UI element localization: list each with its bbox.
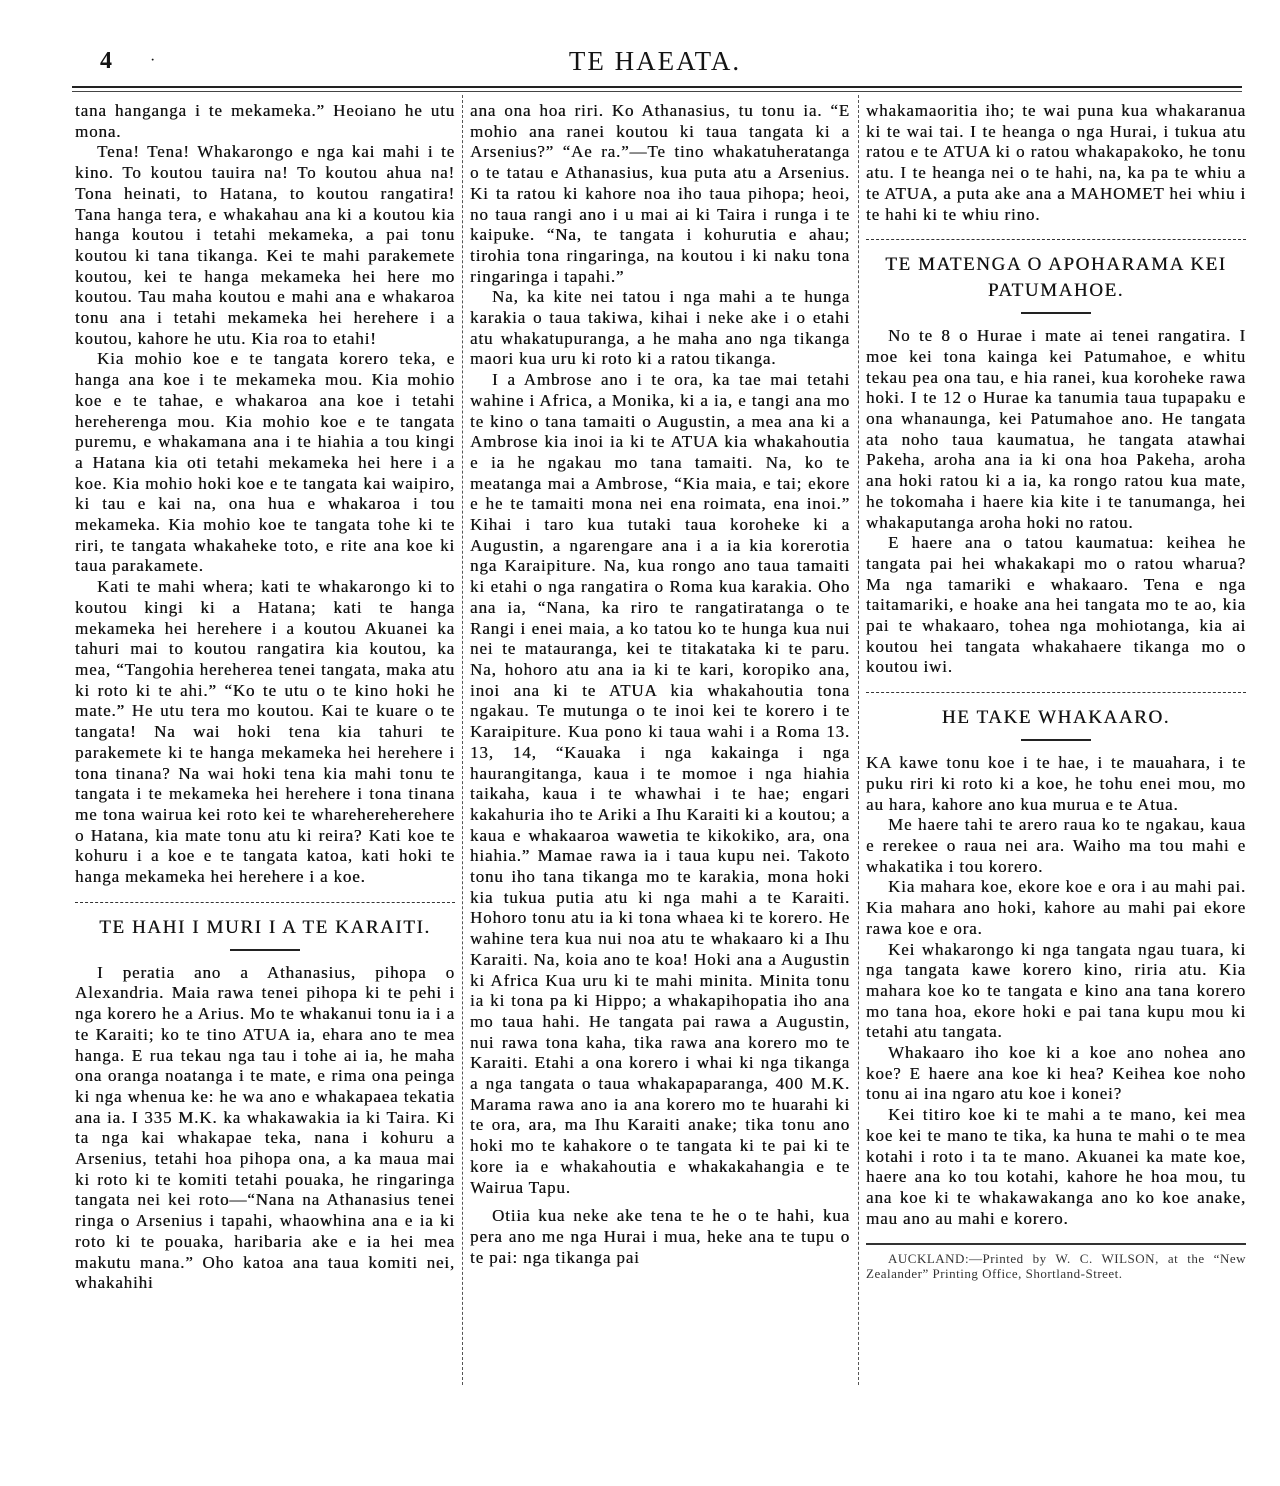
printer-imprint: AUCKLAND:—Printed by W. C. WILSON, at the “New Zealander” Printing Office, Shortland-Street. (866, 1251, 1246, 1282)
paragraph: No te 8 o Hurae i mate ai tenei rangatira. I moe kei tona kainga kei Patumahoe, e whitu tekau pea ona tau, e hia ranei, kua koroheke rawa hoki. I te 12 o Hurae ka tanumia taua tupapaku e ona whanaunga, kei Patumahoe ano. He tangata ata noho taua kaumatua, he tangata atawhai Pakeha, aroha ana ia ki ona hoa Pakeha, aroha ana hoki ratou ki a ia, ka rongo ratou kua mate, he tokomaha i haere kia kite i te tanumanga, hei whakaputanga aroha hoki no ratou. (866, 326, 1246, 532)
ornament-dot: · (150, 52, 156, 69)
paragraph: I peratia ano a Athanasius, pihopa o Alexandria. Maia rawa tenei pihopa ki te pehi i nga korero he a Arius. Mo te whakanui tonu ia i a te Karaiti; ko te tino ATUA ia, ehara ano te mea hanga. E rua tekau nga tau i tohe ai ia, he maha ona oranga noatanga i te mate, e rima ona peinga ki nga whenua ke: he wa ano e whakapaea tekatia ana ia. I 335 M.K. ka whakawakia ia ki Taira. Ki ta nga kai whakapae teka, nana i kohuru a Arsenius, tetahi hoa pihopa ona, a ka maua mai ki roto ki te komiti tetahi pouaka, he ringaringa tangata nei kei roto—“Nana na Athanasius tenei ringa o Arsenius i tapahi, whaowhina ana e ia ki roto ki te pouaka, haribaria ake e ia hei mea makutu mana.” Oho katoa ana taua komiti nei, whakahihi (75, 962, 455, 1293)
paragraph: Kei whakarongo ki nga tangata ngau tuara, ki nga tangata kawe korero kino, riria atu. Kia mahara koe ko te tangata e kino ana tana korero mo tana hoa, ekore hoki e pai tana kupu mou ki tetahi atu tangata. (866, 939, 1246, 1042)
paragraph: tana hanganga i te mekameka.” Heoiano he utu mona. (75, 101, 455, 141)
masthead-title: TE HAEATA. (568, 46, 742, 76)
paragraph: Na, ka kite nei tatou i nga mahi a te hunga karakia o taua takiwa, kihai i neke ake i o etahi atu whakatupuranga, a he maha ano nga tikanga maori kua uru ki roto ki a ratou tikanga. (470, 287, 850, 369)
paragraph: ana ona hoa riri. Ko Athanasius, tu tonu ia. “E mohio ana ranei koutou ki taua tangata ki a Arsenius?” “Ae ra.”—Te tino whakatuheratanga o te tatau e Athanasius, kua puta atu a Arsenius. Ki ta ratou ki kahore noa iho taua pihopa; heoi, no taua rangi ano i u mai ai ki Taira i runga i te kaipuke. “Na, te tangata i kohurutia e ahau; tirohia tona ringaringa, na koutou i ki naku tona ringaringa i tapahi.” (470, 101, 850, 286)
heading-rule (1021, 312, 1091, 314)
paragraph: Tena! Tena! Whakarongo e nga kai mahi i te kino. To koutou tauira na! To koutou ahua na! Tona heinati, to Hatana, to koutou rangatira! Tana hanga tera, e whakahau ana ki a koutou kia hanga koutou i tetahi mekameka, a pai tonu koutou ki tana tikanga. Kei te mahi parakemete koutou, kei te hanga mekameka hei here mo koutou. Tau maha koutou e mahi ana e whakaroa tonu ana i tetahi mekameka hei herehere i a koutou, kahore he utu. Kia roa to etahi! (75, 142, 455, 348)
paragraph: KA kawe tonu koe i te hae, i te mauahara, i te puku riri ki roto ki a koe, he tohu enei mou, mo au hara, kahore ano kua murua e te Atua. (866, 753, 1246, 814)
page-number: 4 (100, 48, 112, 74)
header-rule (72, 86, 1242, 92)
heading-rule (1021, 739, 1091, 741)
paragraph: Whakaaro iho koe ki a koe ano nohea ano koe? E haere ana koe ki hea? Keihea koe noho tonu ai ina ngaro atu koe i konei? (866, 1043, 1246, 1104)
heading-rule (230, 949, 300, 951)
paragraph: I a Ambrose ano i te ora, ka tae mai tetahi wahine i Africa, a Monika, ki a ia, e tangi ana mo te kino o tana tamaiti o Augustin, a mea ana ki a Ambrose kia inoi ia ki te ATUA kia whakahoutia e ia he ngakau mo tana tamaiti. Na, ko te meatanga mai a Ambrose, “Kia maia, e tai; ekore e he te tamaiti mona nei ena roimata, ena inoi.” Kihai i taro kua tutaki taua koroheke ki a Augustin, a ngarengare ana i a ia kia korerotia nga Karaipiture. Na, kua rongo ano taua tamaiti ki etahi o nga rangatira o Roma kua karakia. Oho ana ia, “Nana, ka riro te rangatiratanga o te Rangi i enei maia, a ko tatou ko te hunga kua nui nei te matauranga, kei te titakataka ki te paru. Na, hohoro atu ana ia ki te kari, koropiko ana, inoi ana ki te ATUA kia whakahoutia tona ngakau. Te mutunga o te inoi kei te korero i te Karaipiture. Kua pono ki taua wahi i a Roma 13. 13, 14, “Kauaka i nga kakainga i nga haurangitanga, kaua i te momoe i nga hiahia taikaha, kaua i te whawhai i te hae; engari kakahuria iho te Ariki a Ihu Karaiti ki a koutou; a kaua e whakaaroa wawetia te kikokiko, ara, ona hiahia.” Mamae rawa ia i taua kupu nei. Takoto tonu iho tana tikanga mo te karakia, mona hoki kia tukua putia atu ki nga mahi a te Karaiti. Hohoro tonu atu ia ki tona whaea ki te korero. He wahine tera kua nui noa atu te whakaaro ki a Ihu Karaiti. Na, koia ano te koa! Hoki ana a Augustin ki Africa Kua uru ki te mahi minita. Minita tonu ia ki tona pa ki Hippo; a whakapihopatia iho ana mo taua hahi. He tangata pai rawa a Augustin, nui rawa tona kaha, tika rawa ana korero mo te Karaiti. Etahi a ona korero i whai ki nga tikanga a nga tangata o taua whakapaparanga, 400 M.K. Marama rawa ano ia ana korero mo te huarahi ki te ora, ara, ma Ihu Karaiti anake; tika tonu ano hoki mo te kahakore o te tangata ki te pai ki te kore ia e whakahoutia e whakakahangia e te Wairua Tapu. (470, 370, 850, 1197)
paragraph: Kei titiro koe ki te mahi a te mano, kei mea koe kei te mano te tika, ka huna te mahi o te mea kotahi i roto i ta te mano. Akuanei ka mate koe, haere ana ko tou kotahi, kahore he hoa mou, tu ana koe ki te whakawakanga ano ko koe anake, mau ano au mahi e korero. (866, 1105, 1246, 1228)
column-divider (462, 95, 463, 1385)
paragraph: whakamaoritia iho; te wai puna kua whakaranua ki te wai tai. I te heanga o nga Hurai, i tukua atu ratou e te ATUA ki o ratou whakapakoko, he tonu atu. I te heanga nei o te hahi, na, ka pa te whiu a te ATUA, a puta ake ana a MAHOMET hei whiu i te hahi ki te whiu rino. (866, 101, 1246, 224)
paragraph: Kati te mahi whera; kati te whakarongo ki to koutou kingi ki a Hatana; kati te hanga mekameka hei herehere i a koutou Akuanei ka tahuri mai to koutou rangatira kia koutou, ka mea, “Tangohia hereherea tenei tangata, maka atu ki roto ki te ahi.” “Ko te utu o te kino hoki he mate.” He utu tera mo koutou. Kai te kuare o te tangata! Na wai hoki tena kia tahuri te parakemete ki te hanga mekameka hei herehere i tona tinana? Na wai hoki tena kia mahi tonu te tangata i te mekameka hei herehere i tona tinana me tona wairua kei roto kei te wharehereherehere o Hatana, kia mate tonu atu ki reira? Kati koe te kohuru i a koe e te tangata katoa, kati hoki te hanga mekameka hei herehere i a koe. (75, 577, 455, 887)
section-heading: TE HAHI I MURI I A TE KARAITI. (99, 916, 431, 938)
imprint-rule (866, 1243, 1246, 1245)
column-2 (470, 101, 850, 1268)
section-heading: TE MATENGA O APOHARAMA KEI PATUMAHOE. (885, 254, 1227, 302)
section-divider (866, 692, 1246, 693)
paragraph: Otiia kua neke ake tena te he o te hahi, kua pera ano me nga Hurai i mua, heke ana te tupu o te pai: nga tikanga pai (470, 1206, 850, 1267)
section-heading: HE TAKE WHAKAARO. (941, 707, 1171, 729)
column-1 (75, 101, 455, 1294)
paragraph: E haere ana o tatou kaumatua: keihea he tangata pai hei whakakapi mo o ratou wharua? Ma nga tamariki e whakaaro. Tena e nga taitamariki, e hoake ana hei tangata mo te ao, kia pai te whakaaro, tohea nga mohiotanga, kia ai koutou hei tangata whakahaere tikanga mo o koutou iwi. (866, 533, 1246, 677)
section-divider (75, 902, 455, 903)
paragraph: Kia mahara koe, ekore koe e ora i au mahi pai. Kia mahara ano hoki, kahore au mahi pai ekore rawa koe e ora. (866, 877, 1246, 938)
section-divider (866, 239, 1246, 240)
column-divider (858, 95, 859, 1385)
column-3 (866, 101, 1246, 1281)
paragraph: Kia mohio koe e te tangata korero teka, e hanga ana koe i te mekameka mou. Kia mohio koe e te tahae, e whakaroa ana koe i tetahi hereherenga mou. Kia mohio koe e te tangata puremu, e whakamana ana i te hiahia a tou kingi a Hatana kia oti tetahi mekameka hei here i a koe. Kia mohio hoki koe e te tangata kai waipiro, ki tau e kai na, ona hua e whakaroa i tou mekameka. Kia mohio koe te tangata tohe ki te riri, te tangata whakaheke toto, e rite ana koe ki taua parakamete. (75, 349, 455, 576)
paragraph: Me haere tahi te arero raua ko te ngakau, kaua e rerekee o raua nei ara. Waiho ma tou mahi e whakatika i tou korero. (866, 815, 1246, 876)
